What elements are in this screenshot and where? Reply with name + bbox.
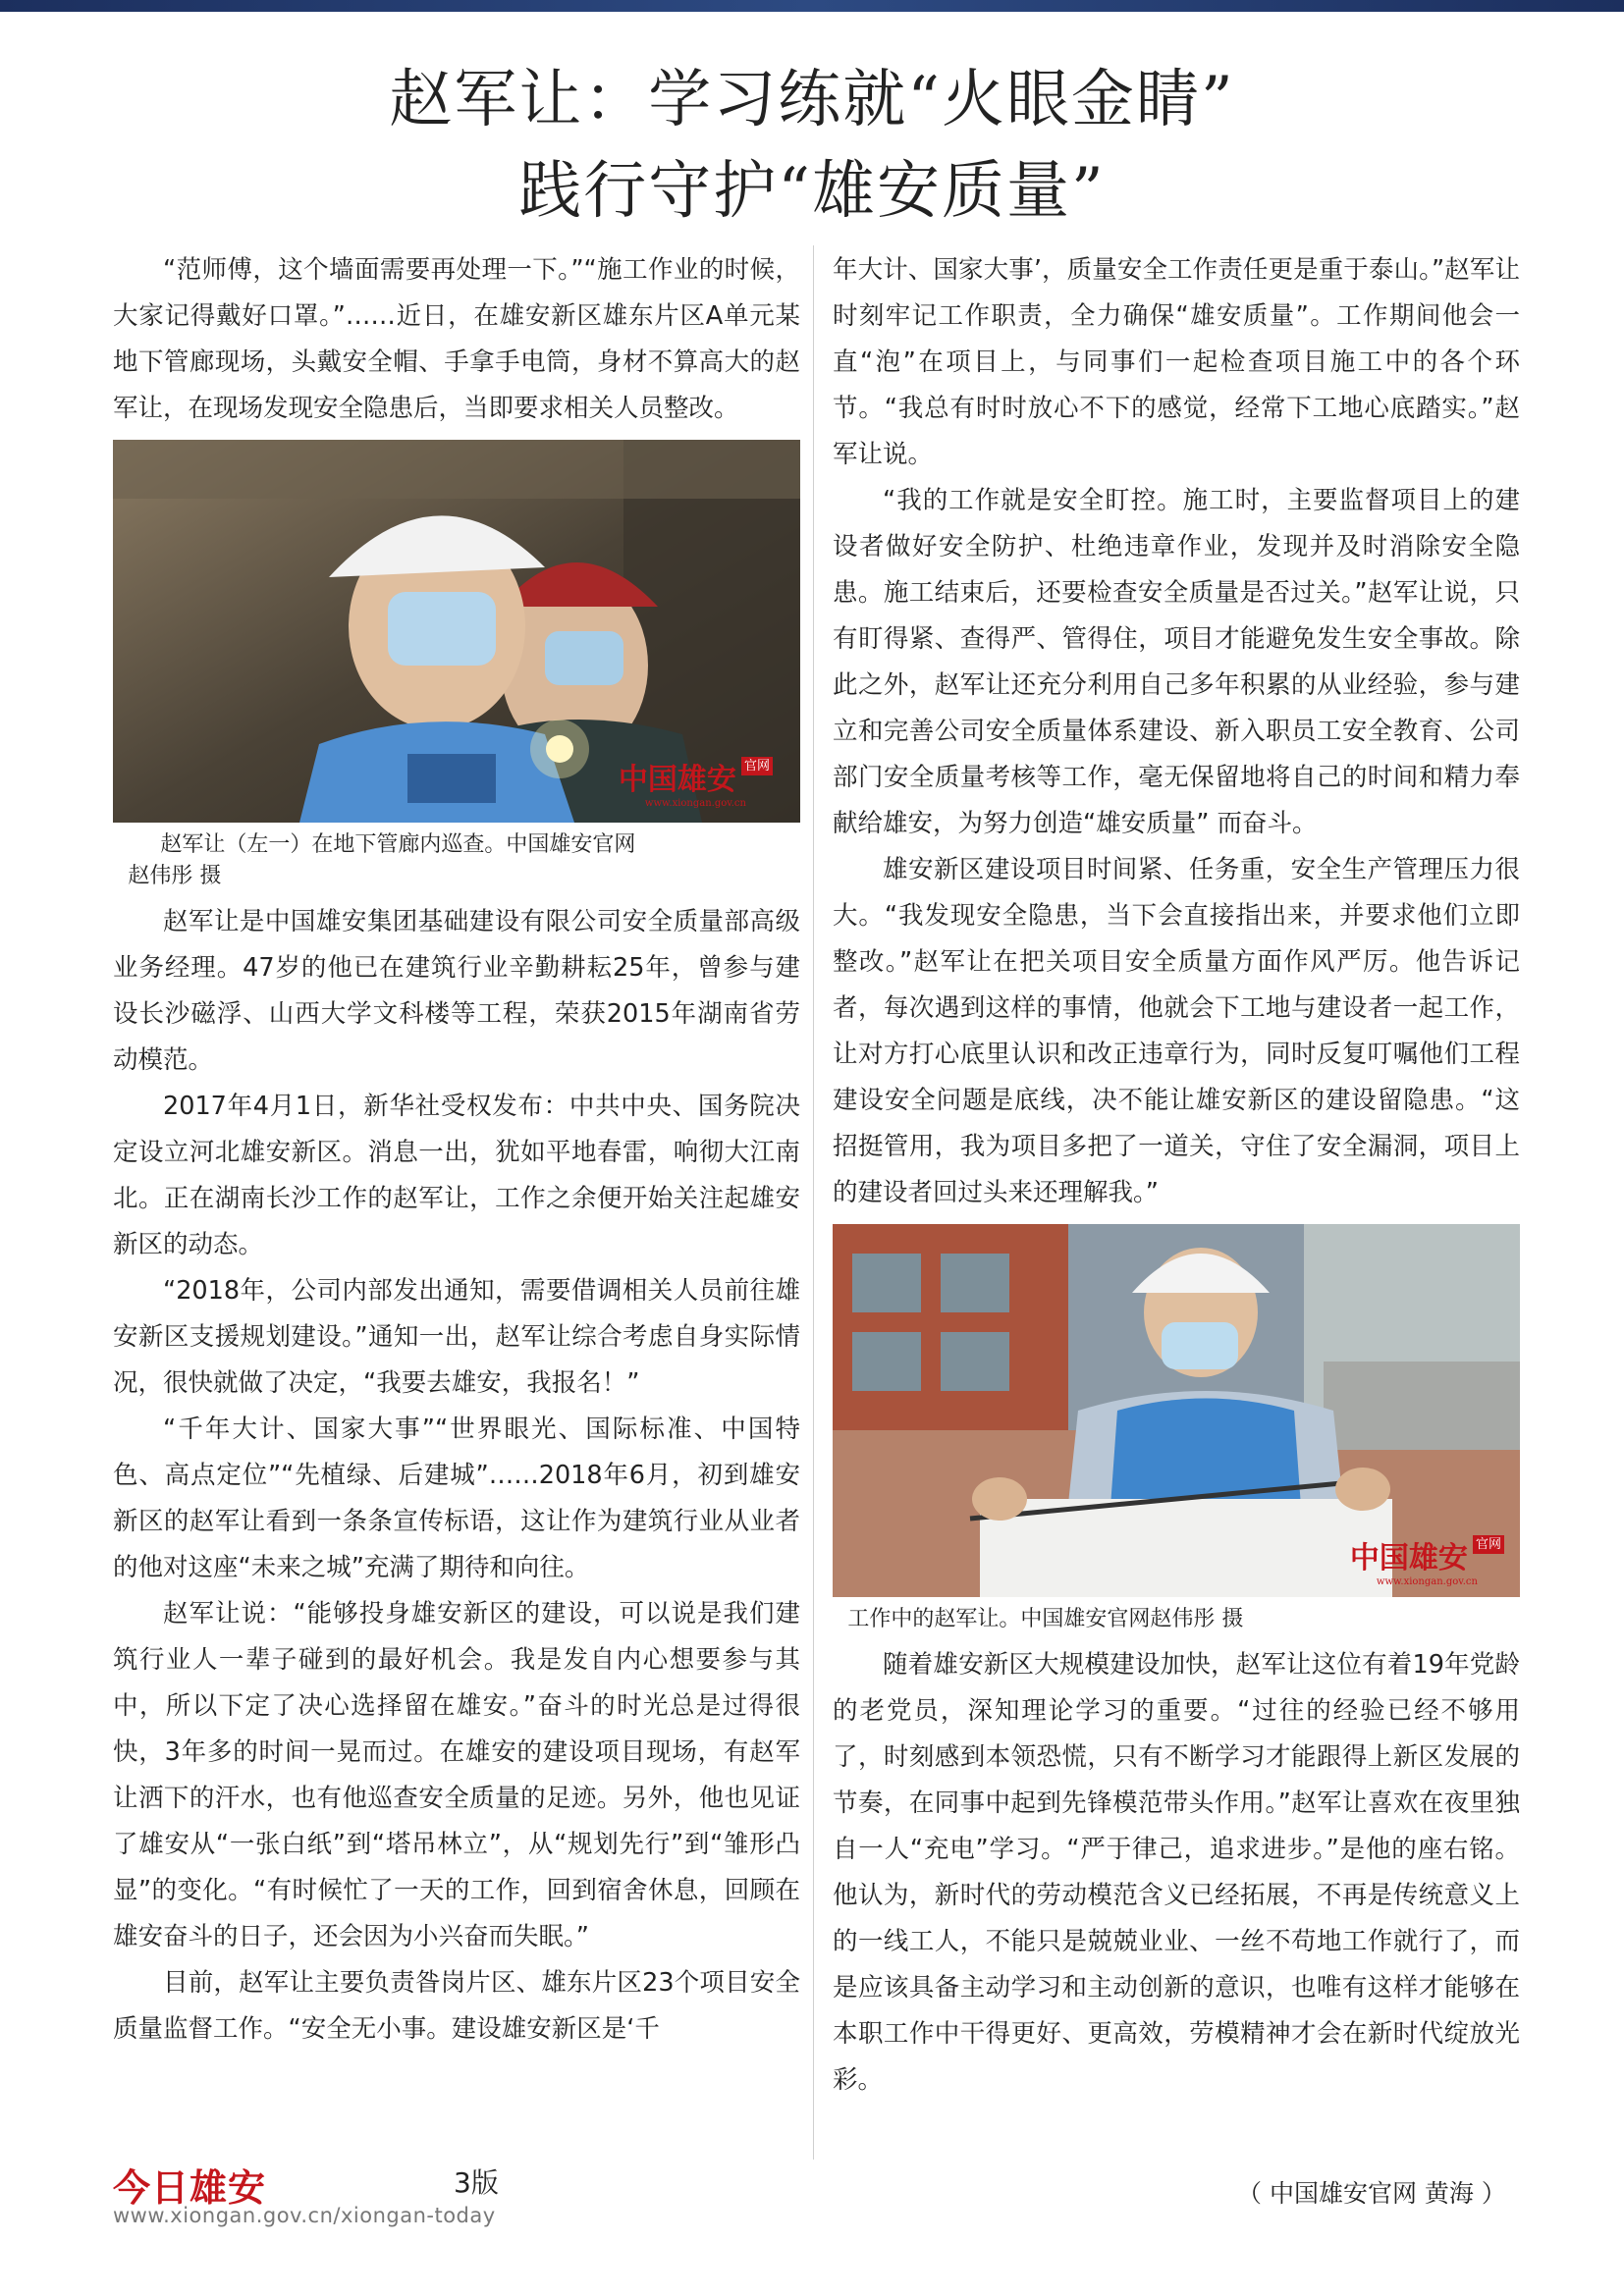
paragraph: “范师傅，这个墙面需要再处理一下。”“施工作业的时候，大家记得戴好口罩。”……近日，在雄安新区雄东片区A单元某地下管廊现场，头戴安全帽、手拿手电筒，身材不算高大的赵军让，在现场发现安全隐患后，当即要求相关人员整改。	[113, 255, 800, 423]
article-title-line1: 赵军让：学习练就“火眼金睛”	[389, 64, 1235, 136]
photo-watermark: 中国雄安	[618, 763, 736, 797]
column-divider	[813, 245, 814, 2160]
article-title-line2: 践行守护“雄安质量”	[518, 155, 1106, 228]
photo-watermark-url: www.xiongan.gov.cn	[644, 798, 746, 809]
right-column	[833, 247, 1520, 2104]
paragraph: 赵军让是中国雄安集团基础建设有限公司安全质量部高级业务经理。47岁的他已在建筑行业辛勤耕耘25年，曾参与建设长沙磁浮、山西大学文科楼等工程，荣获2015年湖南省劳动模范。	[113, 907, 800, 1075]
paragraph: “千年大计、国家大事”“世界眼光、国际标准、中国特色、高点定位”“先植绿、后建城”……2018年6月，初到雄安新区的赵军让看到一条条宣传标语，这让作为建筑行业从业者的他对这座“未来之城”充满了期待和向往。	[113, 1415, 800, 1582]
publication-logo: 今日雄安	[113, 2165, 267, 2210]
paragraph: 雄安新区建设项目时间紧、任务重，安全生产管理压力很大。“我发现安全隐患，当下会直接指出来，并要求他们立即整改。”赵军让在把关项目安全质量方面作风严厉。他告诉记者，每次遇到这样的事情，他就会下工地与建设者一起工作，让对方打心底里认识和改正违章行为，同时反复叮嘱他们工程建设安全问题是底线，决不能让雄安新区的建设留隐患。“这招挺管用，我为项目多把了一道关，守住了安全漏洞，项目上的建设者回过头来还理解我。”	[833, 855, 1520, 1207]
photo-working-onsite	[833, 1224, 1520, 1597]
paragraph: “我的工作就是安全盯控。施工时，主要监督项目上的建设者做好安全防护、杜绝违章作业，发现并及时消除安全隐患。施工结束后，还要检查安全质量是否过关。”赵军让说，只有盯得紧、查得严、管得住，项目才能避免发生安全事故。除此之外，赵军让还充分利用自己多年积累的从业经验，参与建立和完善公司安全质量体系建设、新入职员工安全教育、公司部门安全质量考核等工作，毫无保留地将自己的时间和精力奉献给雄安，为努力创造“雄安质量” 而奋斗。	[833, 486, 1520, 838]
paragraph: 随着雄安新区大规模建设加快，赵军让这位有着19年党龄的老党员，深知理论学习的重要。“过往的经验已经不够用了，时刻感到本领恐慌，只有不断学习才能跟得上新区发展的节奏，在同事中起到先锋模范带头作用。”赵军让喜欢在夜里独自一人“充电”学习。“严于律己，追求进步。”是他的座右铭。他认为，新时代的劳动模范含义已经拓展，不再是传统意义上的一线工人，不能只是兢兢业业、一丝不苟地工作就行了，而是应该具备主动学习和主动创新的意识，也唯有这样才能够在本职工作中干得更好、更高效，劳模精神才会在新时代绽放光彩。	[833, 1650, 1520, 2095]
article-byline: （ 中国雄安官网 黄海 ）	[1237, 2179, 1506, 2208]
photo-inspection-tunnel	[113, 440, 800, 823]
photo-watermark-url: www.xiongan.gov.cn	[1376, 1576, 1478, 1587]
photo-caption: 工作中的赵军让。中国雄安官网赵伟彤 摄	[847, 1607, 1244, 1631]
photo-watermark-seal: 官网	[1473, 1535, 1504, 1554]
publication-url[interactable]: www.xiongan.gov.cn/xiongan-today	[113, 2204, 496, 2227]
photo-caption: 赵军让（左一）在地下管廊内巡查。中国雄安官网	[160, 832, 636, 857]
page-number: 3版	[454, 2166, 499, 2199]
photo-watermark: 中国雄安	[1349, 1541, 1468, 1575]
left-column	[113, 247, 800, 2053]
paragraph: 2017年4月1日，新华社受权发布：中共中央、国务院决定设立河北雄安新区。消息一出，犹如平地春雷，响彻大江南北。正在湖南长沙工作的赵军让，工作之余便开始关注起雄安新区的动态。	[113, 1092, 800, 1259]
paragraph: 赵军让说：“能够投身雄安新区的建设，可以说是我们建筑行业人一辈子碰到的最好机会。我是发自内心想要参与其中，所以下定了决心选择留在雄安。”奋斗的时光总是过得很快，3年多的时间一晃而过。在雄安的建设项目现场，有赵军让洒下的汗水，也有他巡查安全质量的足迹。另外，他也见证了雄安从“一张白纸”到“塔吊林立”，从“规划先行”到“雏形凸显”的变化。“有时候忙了一天的工作，回到宿舍休息，回顾在雄安奋斗的日子，还会因为小兴奋而失眠。”	[113, 1599, 800, 1951]
top-banner-bar	[0, 0, 1624, 12]
paragraph: 目前，赵军让主要负责昝岗片区、雄东片区23个项目安全质量监督工作。“安全无小事。建设雄安新区是‘千	[113, 1968, 800, 2044]
paragraph: 年大计、国家大事’，质量安全工作责任更是重于泰山。”赵军让时刻牢记工作职责，全力确保“雄安质量”。工作期间他会一直“泡”在项目上，与同事们一起检查项目施工中的各个环节。“我总有时时放心不下的感觉，经常下工地心底踏实。”赵军让说。	[833, 255, 1520, 469]
photo-watermark-seal: 官网	[741, 757, 773, 775]
photo-caption-credit: 赵伟彤 摄	[128, 864, 222, 888]
paragraph: “2018年，公司内部发出通知，需要借调相关人员前往雄安新区支援规划建设。”通知一出，赵军让综合考虑自身实际情况，很快就做了决定，“我要去雄安，我报名！”	[113, 1276, 800, 1398]
